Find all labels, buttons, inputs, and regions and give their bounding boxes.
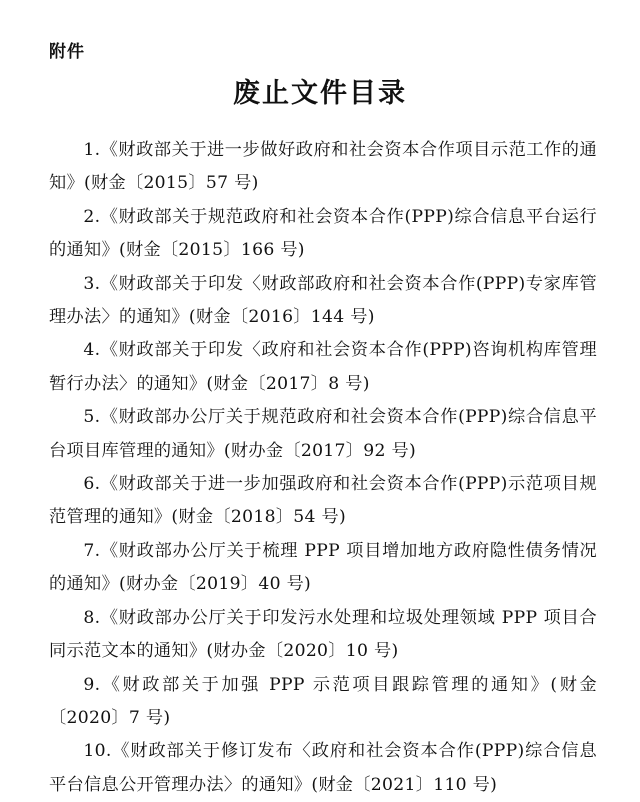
- list-item: 10.《财政部关于修订发布〈政府和社会资本合作(PPP)综合信息平台信息公开管理办法〉的通知》(财金〔2021〕110 号): [49, 741, 597, 795]
- abolished-documents-list: [49, 134, 597, 802]
- list-item: 6.《财政部关于进一步加强政府和社会资本合作(PPP)示范项目规范管理的通知》(财金〔2018〕54 号): [49, 474, 597, 528]
- list-item: 8.《财政部办公厅关于印发污水处理和垃圾处理领域 PPP 项目合同示范文本的通知》(财办金〔2020〕10 号): [49, 607, 597, 662]
- list-item: 3.《财政部关于印发〈财政部政府和社会资本合作(PPP)专家库管理办法〉的通知》(财金〔2016〕144 号): [49, 273, 597, 328]
- list-item: 7.《财政部办公厅关于梳理 PPP 项目增加地方政府隐性债务情况的通知》(财办金〔2019〕40 号): [49, 540, 597, 595]
- list-item: 2.《财政部关于规范政府和社会资本合作(PPP)综合信息平台运行的通知》(财金〔2015〕166 号): [49, 206, 597, 261]
- list-item: 4.《财政部关于印发〈政府和社会资本合作(PPP)咨询机构库管理暂行办法〉的通知》(财金〔2017〕8 号): [49, 340, 597, 394]
- list-item: 5.《财政部办公厅关于规范政府和社会资本合作(PPP)综合信息平台项目库管理的通知》(财办金〔2017〕92 号): [49, 407, 597, 461]
- document-title: 废止文件目录: [233, 78, 407, 109]
- list-item: 1.《财政部关于进一步做好政府和社会资本合作项目示范工作的通知》(财金〔2015〕57 号): [49, 140, 597, 194]
- list-item: 9.《财政部关于加强 PPP 示范项目跟踪管理的通知》(财金〔2020〕7 号): [49, 674, 597, 728]
- attachment-label: 附件: [49, 42, 85, 62]
